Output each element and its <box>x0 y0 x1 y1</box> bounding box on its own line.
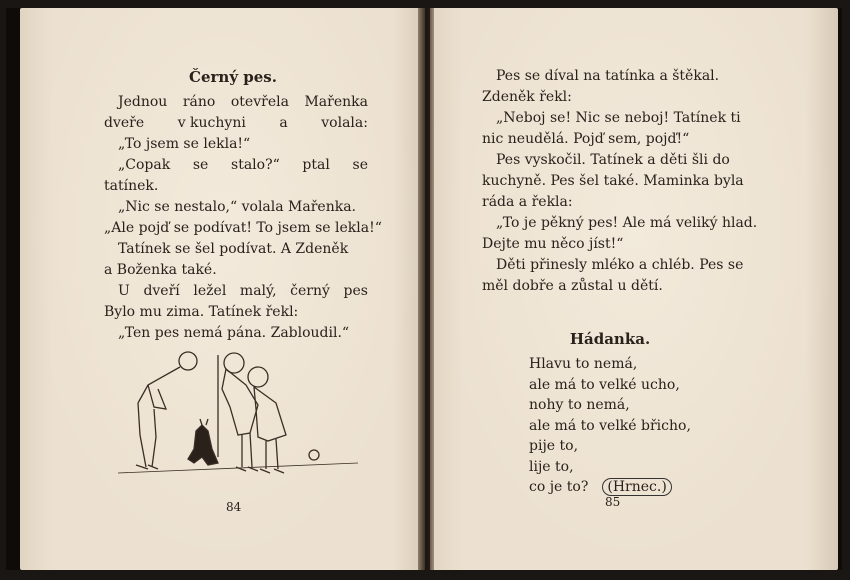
text-line <box>118 92 368 113</box>
story-title: Černý pes. <box>189 68 277 86</box>
word: volala: <box>321 115 368 131</box>
text-line <box>482 234 623 255</box>
word: „Copak <box>118 157 171 173</box>
text-line <box>496 108 741 129</box>
word: „Nic se nestalo,“ volala Mařenka. <box>118 199 357 215</box>
riddle-title: Hádanka. <box>569 330 651 348</box>
text-line <box>482 276 663 297</box>
word: Tatínek se šel podívat. A Zdeněk <box>118 241 349 257</box>
word: „Ale pojď se podívat! To jsem se lekla!“ <box>104 220 382 236</box>
left-page-number: 84 <box>226 500 242 514</box>
word: „To jsem se lekla!“ <box>118 136 251 152</box>
word: stalo?“ <box>231 157 280 173</box>
text-line <box>118 134 250 155</box>
text-line <box>104 260 217 281</box>
word: „To je pěkný pes! Ale má veliký hlad. <box>496 215 758 231</box>
text-line <box>482 171 744 192</box>
word: Jednou <box>118 94 168 110</box>
riddle-line: lije to, <box>529 458 574 475</box>
word: ráno <box>182 94 216 110</box>
word: černý <box>290 283 330 299</box>
children-and-dog-illustration <box>118 345 358 485</box>
word: „Neboj se! Nic se neboj! Tatínek ti <box>496 110 741 126</box>
word: a Boženka také. <box>104 262 217 278</box>
word: malý, <box>239 283 277 299</box>
riddle-line: pije to, <box>529 438 579 454</box>
word: otevřela <box>230 94 289 110</box>
text-line <box>104 176 158 197</box>
word: Dejte mu něco jíst!“ <box>482 236 624 252</box>
word: se <box>352 157 368 173</box>
word: v kuchyni <box>177 115 246 131</box>
word: Pes vyskočil. Tatínek a děti šli do <box>496 152 730 168</box>
text-line <box>496 150 730 171</box>
text-line <box>496 255 743 276</box>
riddle-line: ale má to velké břicho, <box>529 417 691 434</box>
text-line <box>496 66 719 87</box>
word: ležel <box>193 283 227 299</box>
riddle-line: co je to? (Hrnec.) <box>529 477 672 498</box>
word: Bylo mu zima. Tatínek řekl: <box>104 304 299 320</box>
word: U <box>118 283 130 299</box>
word: Děti přinesly mléko a chléb. Pes se <box>496 257 744 273</box>
text-line <box>118 155 368 176</box>
text-line <box>118 323 349 344</box>
word: měl dobře a zůstal u dětí. <box>482 278 663 294</box>
right-page-number: 85 <box>605 495 621 509</box>
word: nic neudělá. Pojď sem, pojď!“ <box>482 131 690 147</box>
text-line <box>482 87 572 108</box>
riddle-line: ale má to velké ucho, <box>529 376 680 393</box>
text-line <box>104 218 382 239</box>
text-line <box>104 302 298 323</box>
text-line <box>496 213 757 234</box>
text-line <box>482 192 573 213</box>
text-line <box>118 239 348 260</box>
word: dveře <box>104 115 145 131</box>
riddle-answer: (Hrnec.) <box>602 478 671 496</box>
riddle-line: nohy to nemá, <box>529 397 630 413</box>
word: Zdeněk řekl: <box>482 89 572 105</box>
word: ptal <box>302 157 330 173</box>
word: kuchyně. Pes šel také. Maminka byla <box>482 173 744 189</box>
word: Mařenka <box>304 94 368 110</box>
text-line <box>482 129 689 150</box>
word: pes <box>343 283 368 299</box>
word: a <box>279 115 288 131</box>
text-line <box>118 197 356 218</box>
word: dveří <box>143 283 180 299</box>
book-gutter <box>418 8 434 570</box>
word: „Ten pes nemá pána. Zabloudil.“ <box>118 325 350 341</box>
riddle-line: Hlavu to nemá, <box>529 356 638 372</box>
text-line <box>104 113 368 134</box>
word: ráda a řekla: <box>482 194 573 210</box>
word: se <box>192 157 209 173</box>
text-line <box>118 281 368 302</box>
word: Pes se díval na tatínka a štěkal. <box>496 68 720 84</box>
word: tatínek. <box>104 178 159 194</box>
